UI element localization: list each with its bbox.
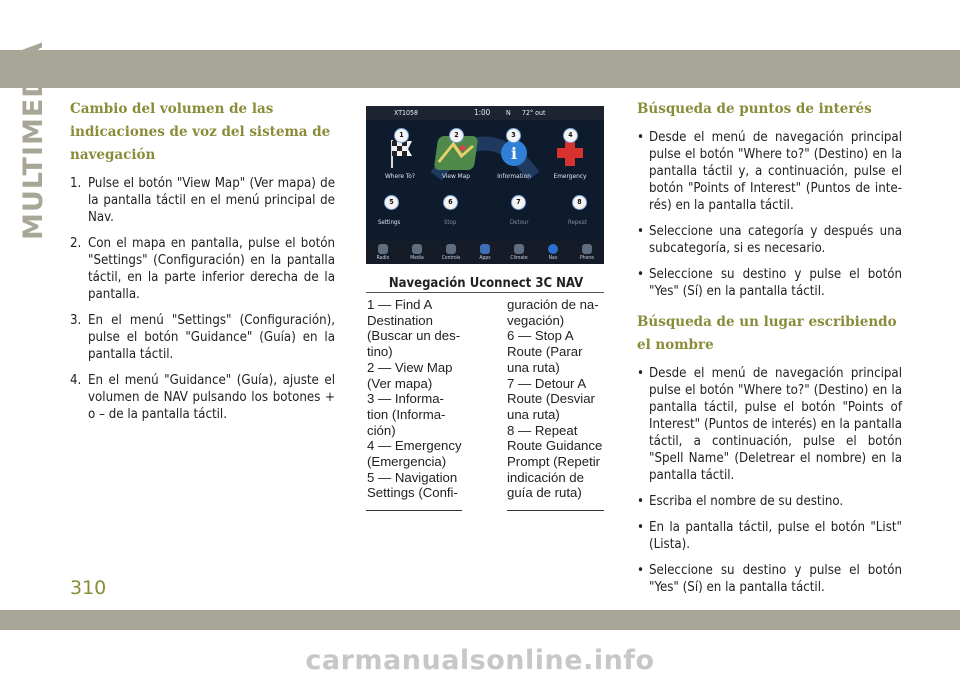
controls-icon (446, 244, 456, 254)
callout-8: 8 (572, 195, 587, 210)
step-item: 3. En el menú "Settings" (Configuración), pulse el botón "Guidance" (Guía) en la pantalla táctil. (70, 313, 335, 362)
soft-button-row: Settings Stop Detour Repeat (378, 219, 587, 226)
legend-column-1: 1 — Find A Destination (Buscar un des- tino) 2 — View Map (Ver mapa) 3 — Informa- tion (Informa- ción) 4 — Emergency (Emergencia) 5 — Navigation Settings (Confi- (367, 297, 462, 501)
radio-icon (378, 244, 388, 254)
dock-radio: Radio (372, 244, 394, 261)
spell-name-heading: Búsqueda de un lugar escribiendo el nombre (637, 314, 897, 353)
footer-band (0, 610, 960, 630)
bullet-item: • En la pantalla táctil, pulse el botón "List" (Lista). (637, 519, 902, 553)
step-item: 2. Con el mapa en pantalla, pulse el botón "Settings" (Configuración) en la pantalla táctil, en la parte inferior derecha de la pantalla. (70, 236, 335, 302)
bullet-item: • Desde el menú de navegación principal pulse el botón "Where to?" (Destino) en la pantalla táctil, pulse el botón "Points of Interest" (Puntos de interés) en la pantalla táctil, a continuación, pulse el botón "Spell Name" (Deletrear el nombre) en la pantalla táctil. (637, 365, 902, 484)
svg-text:i: i (510, 144, 518, 163)
media-icon (412, 244, 422, 254)
bullet-item: • Desde el menú de navegación principal pulse el botón "Where to?" (Destino) en la pantalla táctil y, a continuación, pulse el botón "Points of Interest" (Puntos de inte- rés) en la pantalla táctil. (637, 129, 902, 214)
dock-climate: Climate (508, 244, 530, 261)
bullet-item: • Seleccione su destino y pulse el botón "Yes" (Sí) en la pantalla táctil. (637, 266, 902, 300)
section-tab-label: MULTIMEDIA (18, 41, 49, 240)
volume-heading: Cambio del volumen de las indicaciones de voz del sistema de navegación (70, 101, 331, 163)
caption-rule (366, 292, 604, 293)
nav-screen-image (366, 106, 604, 264)
callout-2: 2 (449, 128, 464, 143)
tile-information: i Information (488, 136, 540, 180)
bullet-item: • Escriba el nombre de su destino. (637, 493, 902, 510)
step-item: 1. Pulse el botón "View Map" (Ver mapa) de la pantalla táctil en el menú principal de Nav. (70, 176, 335, 225)
left-column (70, 98, 335, 432)
page-number: 310 (70, 577, 107, 599)
phone-icon (582, 244, 592, 254)
screen-temperature: 72° out (522, 109, 546, 117)
apps-icon (480, 244, 490, 254)
bullet-item: • Seleccione una categoría y después una subcategoría, si es necesario. (637, 223, 902, 257)
legend-rule-1 (366, 510, 462, 511)
tile-emergency: Emergency (544, 136, 596, 180)
figure-caption: Navegación Uconnect 3C NAV (388, 276, 584, 291)
dock-nav: Nav (542, 244, 564, 261)
bullet-item: • Seleccione su destino y pulse el botón "Yes" (Sí) en la pantalla táctil. (637, 562, 902, 596)
callout-4: 4 (563, 128, 578, 143)
tile-where-to: Where To? (374, 136, 426, 180)
watermark: carmanualsonline.info (305, 645, 655, 676)
legend-column-2: guración de na- vegación) 6 — Stop A Route (Parar una ruta) 7 — Detour A Route (Desviar una ruta) 8 — Repeat Route Guidance Prompt (Repetir indicación de guía de ruta) (507, 297, 603, 501)
nav-icon (548, 244, 558, 254)
dock-media: Media (406, 244, 428, 261)
climate-icon (514, 244, 524, 254)
dock-controls: Controls (440, 244, 462, 261)
legend-rule-2 (507, 510, 604, 511)
section-tab (18, 41, 54, 240)
screen-device-id: XT1058 (394, 109, 419, 117)
dock-apps: Apps (474, 244, 496, 261)
callout-7: 7 (511, 195, 526, 210)
step-item: 4. En el menú "Guidance" (Guía), ajuste el volumen de NAV pulsando los botones + o – de la pantalla táctil. (70, 373, 335, 422)
callout-3: 3 (506, 128, 521, 143)
screen-dock (366, 241, 604, 264)
dock-phone: Phone (576, 244, 598, 261)
callout-6: 6 (443, 195, 458, 210)
poi-heading: Búsqueda de puntos de interés (637, 101, 872, 117)
poi-bullets (637, 129, 902, 300)
tile-view-map: View Map (430, 136, 482, 180)
volume-steps (70, 175, 335, 423)
right-column (637, 98, 902, 607)
screen-heading: N (506, 109, 511, 117)
spell-name-bullets (637, 365, 902, 596)
screen-time: 1:00 (474, 108, 491, 117)
callout-5: 5 (384, 195, 399, 210)
callout-1: 1 (394, 128, 409, 143)
header-band (0, 50, 960, 88)
